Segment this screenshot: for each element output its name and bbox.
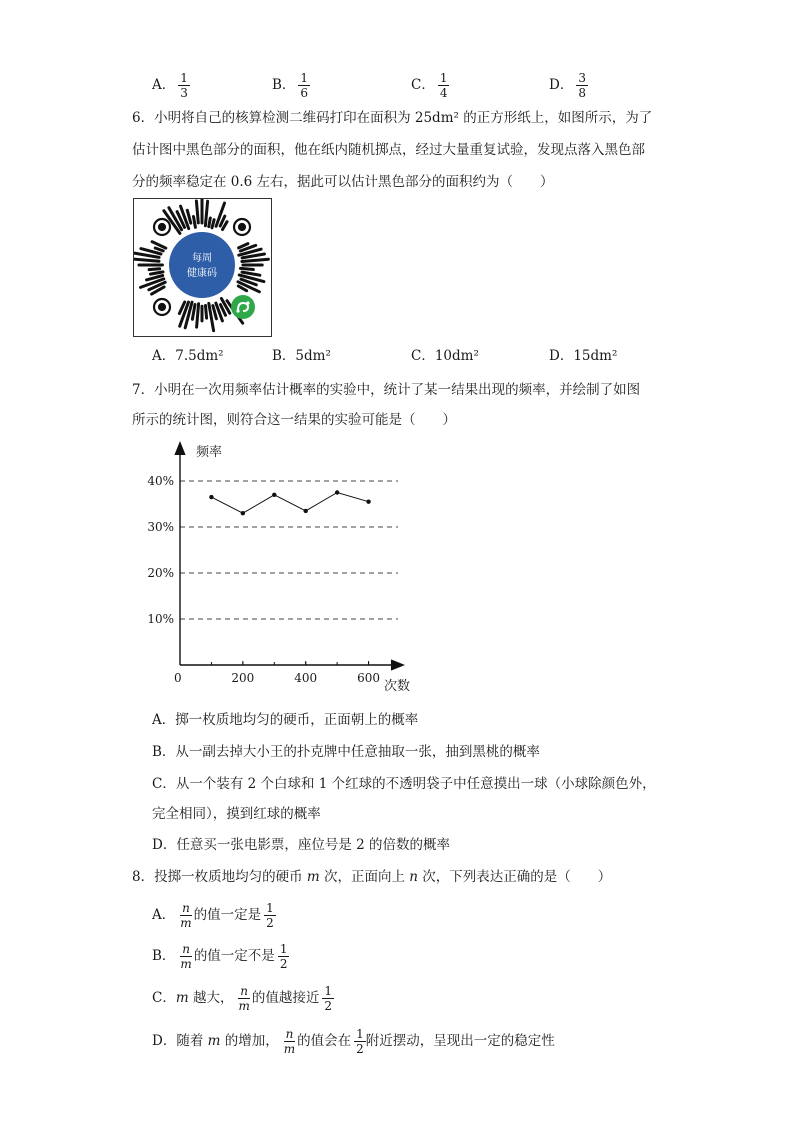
qr-center-text-line1: 每周 — [192, 253, 212, 264]
q5-option-d: D． $\frac{3}{8}$ — [549, 71, 586, 100]
q7-option-b: B．从一副去掉大小王的扑克牌中任意抽取一张，抽到黑桃的概率 — [152, 744, 540, 760]
q8-option-d: D．随着 m 的增加， $\frac{n}{m}$ 的值会在 $\frac{1}{2}$ 附近摆动，呈现出一定的稳定性 — [152, 1027, 555, 1056]
q5-option-a: A． $\frac{1}{3}$ — [152, 71, 188, 100]
q6-stem-line1: 6．小明将自己的核算检测二维码打印在面积为 25dm² 的正方形纸上，如图所示，为了 — [132, 110, 653, 126]
q7-option-c-continued: 完全相同），摸到红球的概率 — [152, 806, 321, 822]
qr-ray — [242, 259, 269, 261]
q7-option-a: A．掷一枚质地均匀的硬币，正面朝上的概率 — [152, 712, 419, 728]
qr-ray — [134, 259, 159, 261]
qr-center-disc — [169, 232, 235, 298]
qr-ray — [155, 248, 163, 251]
q8-option-b: B． $\frac{n}{m}$ 的值一定不是 $\frac{1}{2}$ — [152, 942, 288, 971]
x-tick-label: 600 — [357, 671, 381, 685]
qr-ray — [242, 272, 260, 275]
data-point — [241, 511, 245, 515]
q6-stem-line3: 分的频率稳定在 0.6 左右，据此可以估计黑色部分的面积约为（ ） — [132, 174, 554, 190]
mini-program-icon — [231, 295, 255, 319]
data-point — [366, 500, 370, 504]
qr-ray — [212, 220, 214, 228]
qr-ray — [213, 306, 217, 319]
qr-ray — [187, 210, 191, 223]
data-point — [335, 490, 339, 494]
qr-ray — [206, 306, 207, 319]
qr-code-figure — [133, 198, 272, 337]
q7-option-d: D．任意买一张电影票，座位号是 2 的倍数的概率 — [152, 837, 450, 853]
qr-ray — [196, 201, 198, 223]
qr-finder-top-right — [234, 219, 250, 235]
q6-option-a: A．7.5dm² — [152, 348, 224, 364]
qr-finder-bottom-left — [154, 299, 170, 315]
y-tick-label: 30% — [147, 520, 174, 534]
y-tick-label: 10% — [147, 612, 174, 626]
q5-option-c: C． $\frac{1}{4}$ — [411, 71, 448, 100]
qr-ray — [149, 269, 160, 270]
q6-option-b: B．5dm² — [272, 348, 331, 364]
q6-option-d: D．15dm² — [549, 348, 618, 364]
q5-option-b: B． $\frac{1}{6}$ — [272, 71, 309, 100]
qr-ray — [205, 201, 207, 226]
x-tick-label: 200 — [231, 671, 255, 685]
q8-stem: 8．投掷一枚质地均匀的硬币 m 次，正面向上 n 次，下列表达正确的是（ ） — [132, 869, 612, 885]
qr-ray — [194, 217, 196, 228]
qr-ray — [151, 272, 164, 274]
origin-label: 0 — [174, 671, 182, 685]
y-tick-label: 40% — [147, 474, 174, 488]
y-tick-label: 20% — [147, 566, 174, 580]
q7-stem-line2: 所示的统计图，则符合这一结果的实验可能是（ ） — [132, 412, 456, 428]
x-tick-label: 400 — [294, 671, 318, 685]
y-axis-label: 频率 — [196, 445, 223, 460]
q8-option-c: C．m 越大， $\frac{n}{m}$ 的值越接近 $\frac{1}{2}$ — [152, 984, 332, 1013]
q6-stem-line2: 估计图中黑色部分的面积，他在纸内随机掷点，经过大量重复试验，发现点落入黑色部 — [132, 142, 645, 158]
q7-option-c: C．从一个装有 2 个白球和 1 个红球的不透明袋子中任意摸出一球（小球除颜色外， — [152, 776, 656, 792]
qr-ray — [192, 305, 195, 320]
q8-option-a: A． $\frac{n}{m}$ 的值一定是 $\frac{1}{2}$ — [152, 901, 274, 930]
qr-ray — [197, 304, 199, 327]
data-point — [304, 509, 308, 513]
qr-center-text-line2: 健康码 — [187, 268, 217, 279]
frequency-chart — [140, 440, 430, 704]
data-point — [209, 495, 213, 499]
data-point — [272, 493, 276, 497]
q6-option-c: C．10dm² — [411, 348, 479, 364]
qr-code-image — [134, 199, 271, 336]
frequency-series-line — [211, 493, 368, 514]
frequency-chart-svg — [140, 440, 430, 700]
x-axis-label: 次数 — [384, 679, 411, 694]
qr-finder-top-left — [154, 219, 170, 235]
qr-ray — [209, 218, 211, 227]
qr-ray — [241, 268, 254, 269]
q7-stem-line1: 7．小明在一次用频率估计概率的实验中，统计了某一结果出现的频率，并绘制了如图 — [132, 382, 641, 398]
